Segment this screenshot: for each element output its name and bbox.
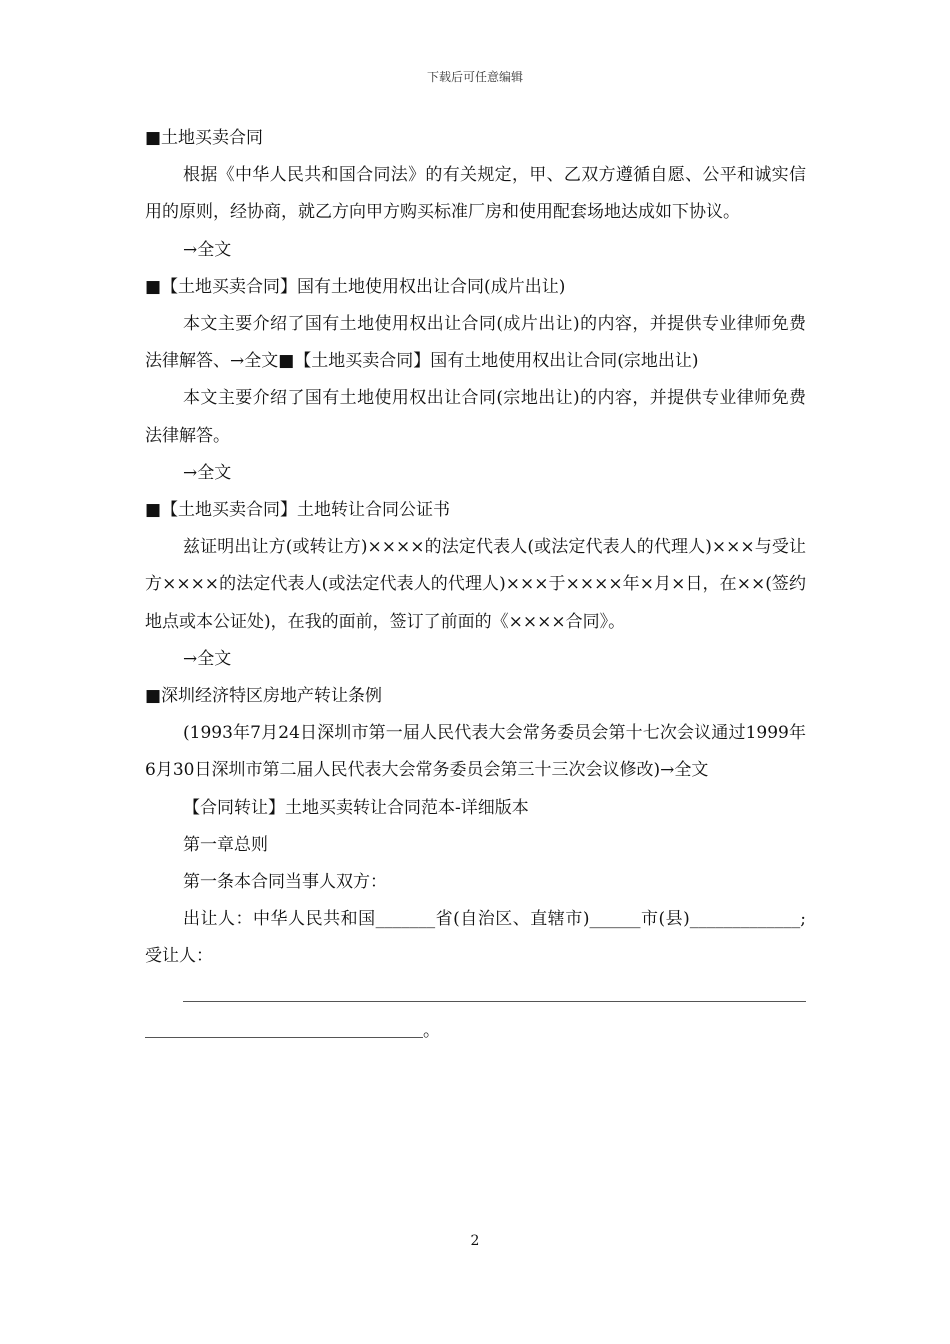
paragraph: 根据《中华人民共和国合同法》的有关规定，甲、乙双方遵循自愿、公平和诚实信用的原则，经协商，就乙方向甲方购买标准厂房和使用配套场地达成如下协议。 (145, 165, 806, 223)
paragraph: 本文主要介绍了国有土地使用权出让合同(成片出让)的内容，并提供专业律师免费法律解答、→全文■【土地买卖合同】国有土地使用权出让合同(宗地出让) (145, 314, 806, 372)
paragraph: ■深圳经济特区房地产转让条例 (145, 686, 383, 707)
full-text-link[interactable]: →全文 (183, 462, 232, 483)
paragraph: 【合同转让】土地买卖转让合同范本-详细版本 (183, 797, 529, 818)
page-number: 2 (470, 1233, 480, 1249)
underline-rule (145, 1017, 423, 1038)
paragraph: ■土地买卖合同 (145, 128, 264, 148)
paragraph: ■【土地买卖合同】国有土地使用权出让合同(成片出让) (145, 276, 566, 297)
paragraph: 兹证明出让方(或转让方)××××的法定代表人(或法定代表人的代理人)×××与受让方××××的法定代表人(或法定代表人的代理人)×××于××××年×月×日，在××(签约地点或本公证处)，在我的面前，签订了前面的《××××合同》。 (145, 537, 806, 632)
blank-fill-line (145, 976, 806, 1013)
paragraph: ■【土地买卖合同】土地转让合同公证书 (145, 500, 451, 521)
document-body (145, 120, 806, 1050)
paragraph: 。 (145, 1013, 806, 1050)
chapter-heading: 第一章总则 (183, 834, 268, 855)
paragraph: (1993年7月24日深圳市第一届人民代表大会常务委员会第十七次会议通过1999年6月30日深圳市第二届人民代表大会常务委员会第三十三次会议修改)→全文 (145, 723, 806, 781)
page-header: 下载后可任意编辑 (426, 70, 523, 84)
full-text-link[interactable]: →全文 (183, 239, 232, 260)
paragraph: 第一条本合同当事人双方： (183, 872, 387, 893)
underline-rule (183, 1001, 806, 1002)
paragraph: 本文主要介绍了国有土地使用权出让合同(宗地出让)的内容，并提供专业律师免费法律解答。 (145, 388, 806, 446)
full-text-link[interactable]: →全文 (183, 648, 232, 669)
paragraph: 出让人：中华人民共和国_______省(自治区、直辖市)______市(县)_____________;受让人： (145, 909, 806, 967)
